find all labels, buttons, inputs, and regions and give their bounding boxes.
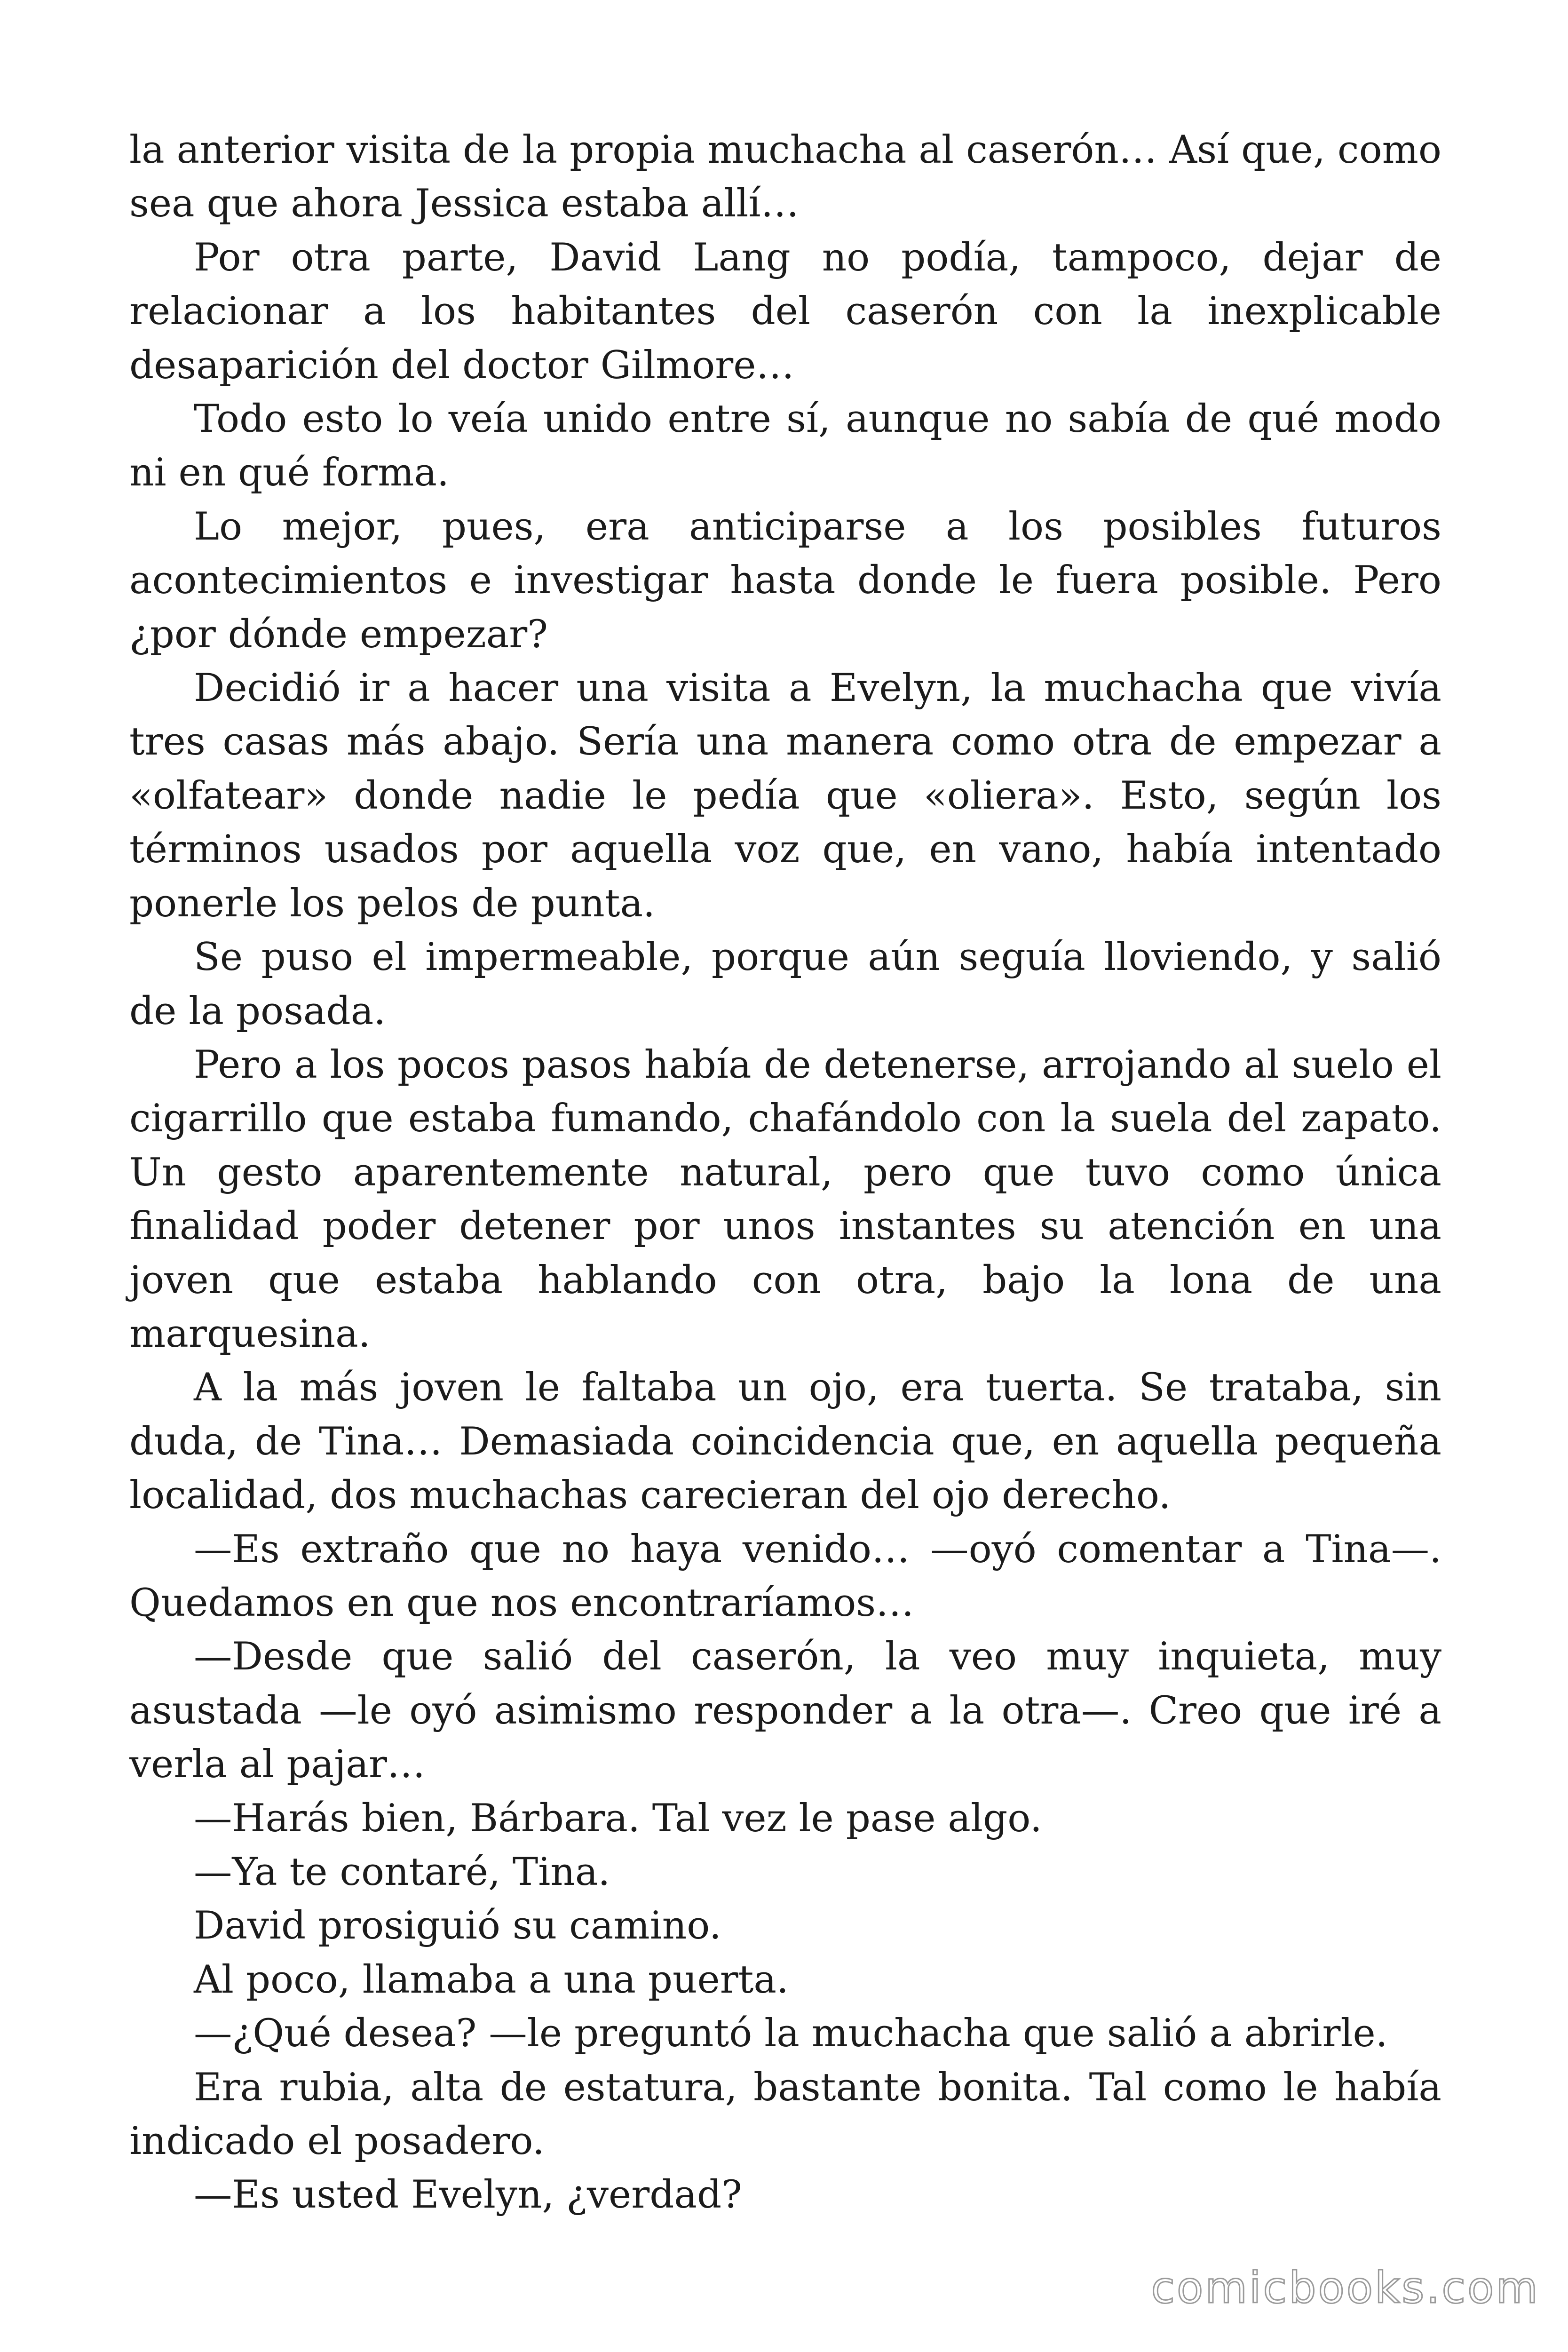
watermark: comicbooks.com — [1151, 2263, 1540, 2313]
paragraph: —Es extraño que no haya venido… —oyó comentar a Tina—. Quedamos en que nos encontraríamos… — [129, 1526, 1441, 1625]
paragraph: Lo mejor, pues, era anticiparse a los posibles futuros acontecimientos e investigar hasta donde le fuera posible. Pero ¿por dónde empezar? — [129, 504, 1441, 657]
paragraph: Pero a los pocos pasos había de detenerse, arrojando al suelo el cigarrillo que estaba fumando, chafándolo con la suela del zapato. Un gesto aparentemente natural, pero que tuvo como única finalidad poder detener por unos instantes su atención en una joven que estaba hablando con otra, bajo la lona de una marquesina. — [129, 1042, 1441, 1356]
paragraph: —Desde que salió del caserón, la veo muy inquieta, muy asustada —le oyó asimismo responder a la otra—. Creo que iré a verla al pajar… — [129, 1634, 1441, 1787]
page-text — [129, 123, 1441, 2222]
paragraph: —Ya te contaré, Tina. — [194, 1850, 610, 1894]
paragraph: Decidió ir a hacer una visita a Evelyn, la muchacha que vivía tres casas más abajo. Sería una manera como otra de empezar a «olfatear» donde nadie le pedía que «oliera». Esto, según los términos usados por aquella voz que, en vano, había intentado ponerle los pelos de punta. — [129, 666, 1441, 926]
paragraph: Se puso el impermeable, porque aún seguía lloviendo, y salió de la posada. — [129, 935, 1441, 1033]
paragraph: —¿Qué desea? —le preguntó la muchacha que salió a abrirle. — [194, 2011, 1388, 2056]
paragraph: Todo esto lo veía unido entre sí, aunque no sabía de qué modo ni en qué forma. — [129, 397, 1441, 495]
paragraph: —Es usted Evelyn, ¿verdad? — [194, 2172, 742, 2217]
paragraph: David prosiguió su camino. — [194, 1903, 721, 1948]
paragraph: —Harás bien, Bárbara. Tal vez le pase algo. — [194, 1796, 1042, 1841]
paragraph: Al poco, llamaba a una puerta. — [194, 1957, 789, 2002]
paragraph: la anterior visita de la propia muchacha al caserón… Así que, como sea que ahora Jessica estaba allí… — [129, 127, 1441, 226]
paragraph: A la más joven le faltaba un ojo, era tuerta. Se trataba, sin duda, de Tina… Demasiada coincidencia que, en aquella pequeña localidad, dos muchachas carecieran del ojo derecho. — [129, 1365, 1441, 1518]
paragraph: Era rubia, alta de estatura, bastante bonita. Tal como le había indicado el posadero. — [129, 2065, 1441, 2164]
paragraph: Por otra parte, David Lang no podía, tampoco, dejar de relacionar a los habitantes del caserón con la inexplicable desaparición del doctor Gilmore… — [129, 235, 1441, 388]
